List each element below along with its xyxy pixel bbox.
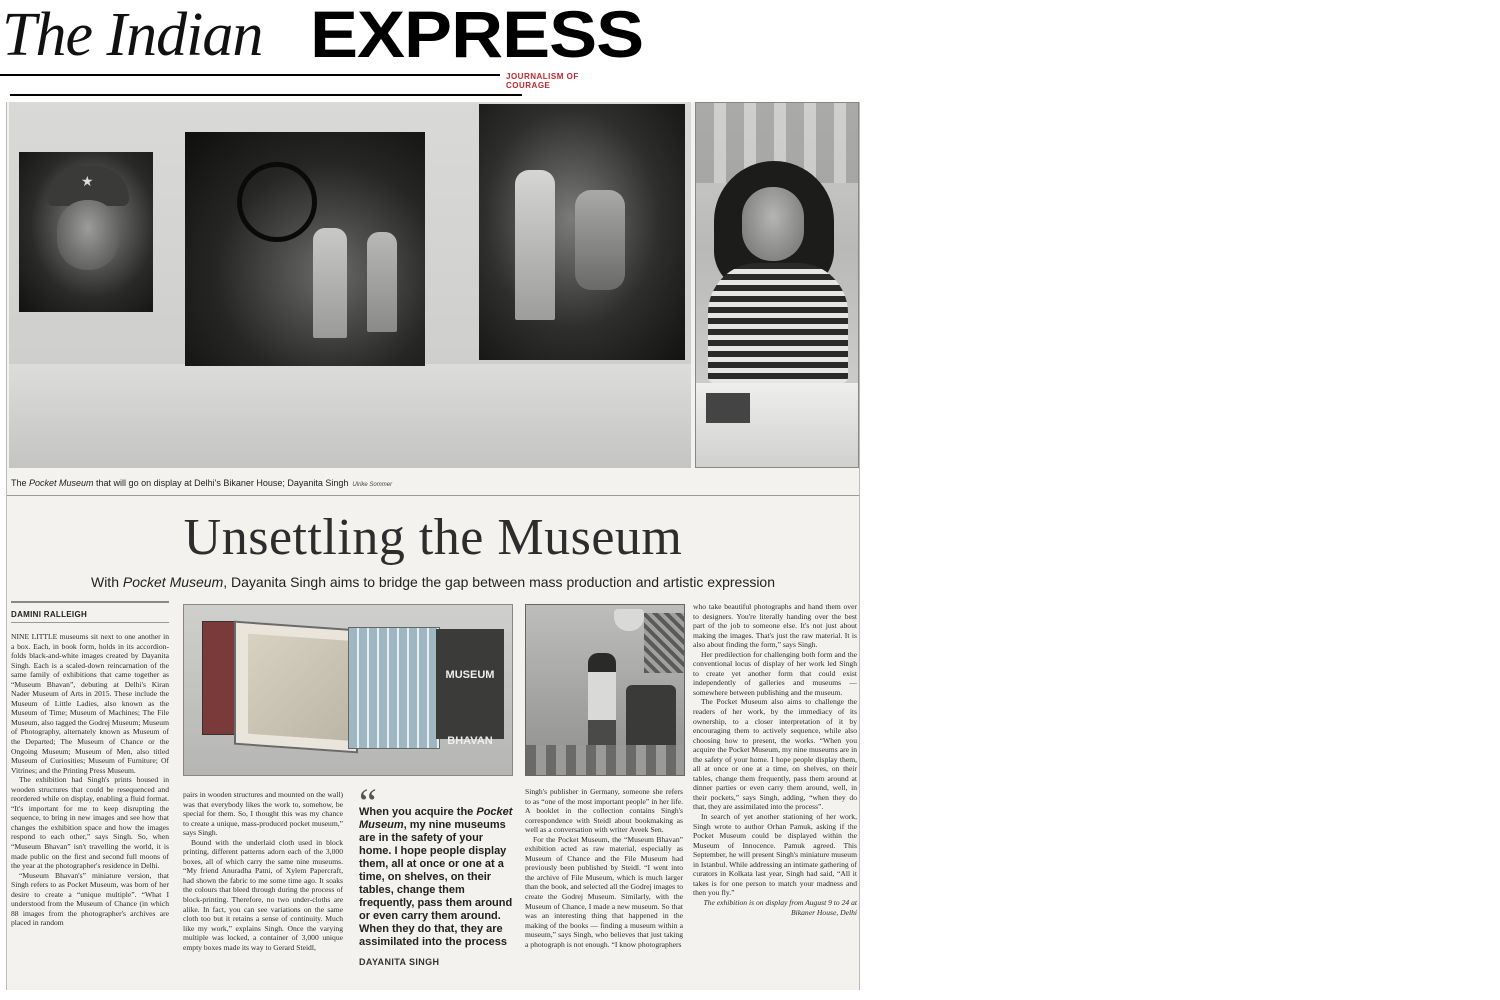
masthead-rule bbox=[0, 74, 500, 76]
masthead[interactable] bbox=[0, 0, 644, 100]
paragraph: who take beautiful photographs and hand them over to designers. You're literally handing over the best part of the job to someone else. It's not just about making the images. That's just the raw material. It is also about finding the form,” says Singh. bbox=[693, 602, 857, 650]
book-spines-image bbox=[348, 627, 440, 749]
article-column-4 bbox=[525, 787, 683, 988]
caption-rule bbox=[7, 495, 859, 496]
pull-quote-text: When you acquire the Pocket Museum, my nine museums are in the safety of your home. I hope people display them, all at once or one at a time, on shelves, on their tables, change them frequently, pass them around or even carry them around. When they do that, they are assimilated into the process bbox=[359, 806, 513, 948]
paragraph: Bound with the underlaid cloth used in block printing, different patterns adorn each of the 3,000 boxes, all of which carry the same nine museums. “My friend Anuradha Patni, of Xylem Papercraft, had shown the fabric to me some time ago. It soaks the colours that bleed through during the process of block-printing. Therefore, no two under-cloths are alike. In fact, you can see variations on the same cloth too but it retains a sense of continuity. Much like my work,” explains Singh. Once the varying multiple was locked, a container of 3,000 unique empty boxes made its way to Gerard Steidl, bbox=[183, 837, 343, 952]
exhibition-photo bbox=[9, 102, 691, 468]
gallery-floor bbox=[9, 364, 691, 468]
girl-interior-photo bbox=[525, 604, 685, 776]
masthead-bottom-rule bbox=[10, 94, 522, 96]
masthead-express: EXPRESS bbox=[310, 0, 644, 72]
machine-print-image bbox=[185, 132, 425, 366]
exhibition-info: The exhibition is on display from August 9 to 24 at Bikaner House, Delhi bbox=[703, 897, 857, 917]
standfirst: With Pocket Museum, Dayanita Singh aims to bridge the gap between mass production and artistic expression bbox=[90, 574, 776, 590]
article-column-1 bbox=[11, 632, 169, 988]
pocket-museum-books-photo bbox=[183, 604, 513, 776]
museum-bhavan-box: MUSEUM BHAVAN bbox=[436, 629, 504, 739]
byline-rule-bottom bbox=[11, 622, 169, 623]
portrait-print-image bbox=[19, 152, 153, 312]
article-column-5 bbox=[693, 602, 857, 988]
paragraph: “Museum Bhavan's” miniature version, that Singh refers to as Pocket Museum, was born of her desire to create a “unique multiple”. “What I understood from the Museum of Chance (in which 88 images from the photographer's archives are placed in random bbox=[11, 870, 169, 928]
pull-quote bbox=[359, 780, 515, 967]
pull-quote-author: DAYANITA SINGH bbox=[359, 957, 440, 967]
paragraph: NINE LITTLE museums sit next to one another in a box. Each, in book form, holds in its accordion-folds black-and-white images created by Dayanita Singh. Each is a scaled-down reincarnation of the same family of exhibitions that came together as “Museum Bhavan”, debuting at Delhi's Kiran Nader Museum of Arts in 2015. These include the Museum of Little Ladies, also known as the Museum of Time; Museum of Machines; The File Museum, also tagged the Godrej Museum; Museum of Photography, alternately known as Museum of the Departed; The Museum of Chance or the Ongoing Museum; Museum of Men, also titled Museum of Curiosities; Museum of Furniture; Of Vitrines; and the Printing Press Museum. bbox=[11, 632, 169, 775]
byline: DAMINI RALLEIGH bbox=[11, 610, 88, 619]
quote-mark-icon: “ bbox=[359, 780, 377, 825]
masthead-tagline: JOURNALISM OF COURAGE bbox=[506, 72, 579, 90]
figures-print-image bbox=[479, 104, 685, 360]
paragraph: Her predilection for challenging both form and the conventional locus of display of her work led Singh to create yet another form that could exist independently of galleries and museums — somewhere between publishing and the museum. bbox=[693, 649, 857, 697]
article-column-2 bbox=[183, 790, 343, 988]
paragraph: In search of yet another stationing of her work, Singh wrote to author Orhan Pamuk, asking if the Pocket Museum could be displayed within the Museum of Innocence. Pamuk agreed. This September, he will present Singh's miniature museum in Istanbul. While addressing an intimate gathering of curators in Kolkata last year, Singh had said, “All it takes is for one person to match your madness and then you fly.” bbox=[693, 812, 857, 898]
paragraph: The exhibition had Singh's prints housed in wooden structures that could be resequenced and reordered while on display, enabling a fluid format. “It's important for me to keep disrupting the sequence, to bring in new images and see how that changes the exhibition space and how the images respond to each other,” says Singh. So, when “Museum Bhavan” isn't travelling the world, it is made public on the first and second full moons of the year at the photographer's residence in Delhi. bbox=[11, 775, 169, 871]
paragraph: Singh's publisher in Germany, someone she refers to as “one of the most important people” in her life. A booklet in the collection contains Singh's correspondence with Steidl about bookmaking as well as a conversation with writer Aveek Sen. bbox=[525, 787, 683, 835]
paragraph: pairs in wooden structures and mounted on the wall) was that everybody likes the work to, somehow, be special for them. So, I thought this was my chance to create a unique, mass-produced pocket museum,” says Singh. bbox=[183, 790, 343, 838]
paragraph: For the Pocket Museum, the “Museum Bhavan” exhibition acted as raw material, especially as Museum of Chance and the File Museum had previously been published by Steidl. “I went into the archive of File Museum, which is much larger than the book, and selected all the Godrej images to create the Godrej Museum. Similarly, with the Museum of Chance, I made a new museum. So that was an interesting thing that happened in the making of the books — finding a museum within a museum,” says Singh, who believes that just taking a photograph is not enough. “I know photographers bbox=[525, 834, 683, 949]
paragraph: The Pocket Museum also aims to challenge the readers of her work, by the immediacy of its ownership, to a closer interpretation of it by encouraging them to actively sequence, while also choosing how to present, the works. “When you acquire the Pocket Museum, my nine museums are in the safety of your home. I hope people display them, all at once or one at a time, on shelves, on their tables, change them frequently, pass them around at dinner parties or even carry them around, well, in their pockets,” says Singh, adding, “when they do that, they are assimilated into the process”. bbox=[693, 697, 857, 812]
byline-rule bbox=[11, 601, 169, 603]
artist-portrait-photo bbox=[695, 102, 859, 468]
masthead-the-indian: The Indian bbox=[2, 1, 263, 69]
headline: Unsettling the Museum bbox=[183, 509, 683, 566]
newspaper-clipping bbox=[6, 102, 860, 990]
photo-credit: Ulrike Sommer bbox=[352, 482, 393, 488]
open-box-image bbox=[234, 621, 358, 754]
photo-caption: The Pocket Museum that will go on display at Delhi's Bikaner House; Dayanita Singh Ulrike Sommer bbox=[11, 478, 393, 488]
star-icon: ★ bbox=[81, 174, 94, 190]
